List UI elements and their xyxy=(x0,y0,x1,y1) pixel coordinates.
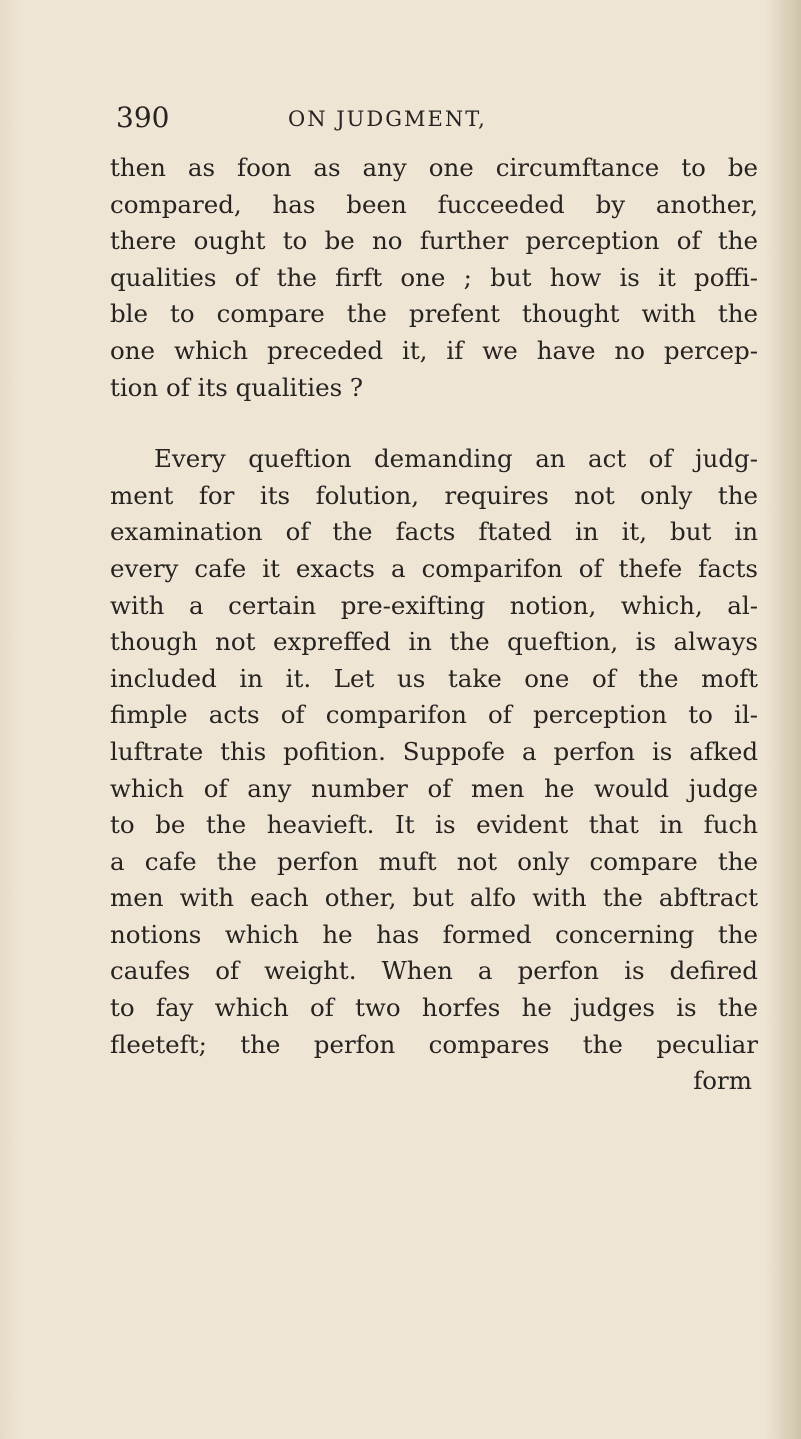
text-line: compared, has been fucceeded by another, xyxy=(110,189,758,219)
page-shadow xyxy=(0,0,20,1439)
text-line: qualities of the firft one ; but how is it poffi- xyxy=(110,262,758,292)
page-header xyxy=(116,98,756,138)
text-line: then as foon as any one circumftance to be xyxy=(110,153,758,182)
text-line: there ought to be no further perception of the xyxy=(110,226,758,256)
page-edge xyxy=(765,0,801,1439)
text-line: one which preceded it, if we have no percep- xyxy=(110,335,758,365)
text-line: caufes of weight. When a perfon is defired xyxy=(110,956,758,986)
paragraph-gap xyxy=(110,406,758,441)
paragraph-2 xyxy=(110,441,758,1063)
text-line: luftrate this pofition. Suppofe a perfon is afked xyxy=(110,736,758,766)
text-line: tion of its qualities ? xyxy=(110,372,364,402)
text-line: ment for its folution, requires not only the xyxy=(110,480,758,510)
text-line: ble to compare the prefent thought with the xyxy=(110,299,758,329)
text-line: men with each other, but alfo with the abftract xyxy=(110,883,758,913)
text-line: examination of the facts ftated in it, but in xyxy=(110,517,758,547)
running-head: ON JUDGMENT, xyxy=(288,107,487,131)
text-line: though not expreffed in the queftion, is always xyxy=(110,627,758,657)
text-line: every cafe it exacts a comparifon of thefe facts xyxy=(110,553,758,583)
paragraph-1 xyxy=(110,150,758,406)
page-body xyxy=(110,150,758,1100)
text-line: fleeteft; the perfon compares the peculiar xyxy=(110,1029,758,1059)
text-line: to fay which of two horfes he judges is the xyxy=(110,993,758,1023)
text-line: a cafe the perfon muft not only compare the xyxy=(110,846,758,876)
text-line: which of any number of men he would judge xyxy=(110,773,758,803)
text-line: included in it. Let us take one of the moft xyxy=(110,663,758,693)
catchword: form xyxy=(693,1066,752,1096)
page-number: 390 xyxy=(116,101,170,134)
text-line: notions which he has formed concerning the xyxy=(110,919,758,949)
text-line: with a certain pre-exifting notion, which, al- xyxy=(110,590,758,620)
text-line: to be the heavieft. It is evident that in fuch xyxy=(110,810,758,840)
text-line: Every queftion demanding an act of judg- xyxy=(154,444,758,474)
text-line: fimple acts of comparifon of perception to il- xyxy=(110,700,758,730)
